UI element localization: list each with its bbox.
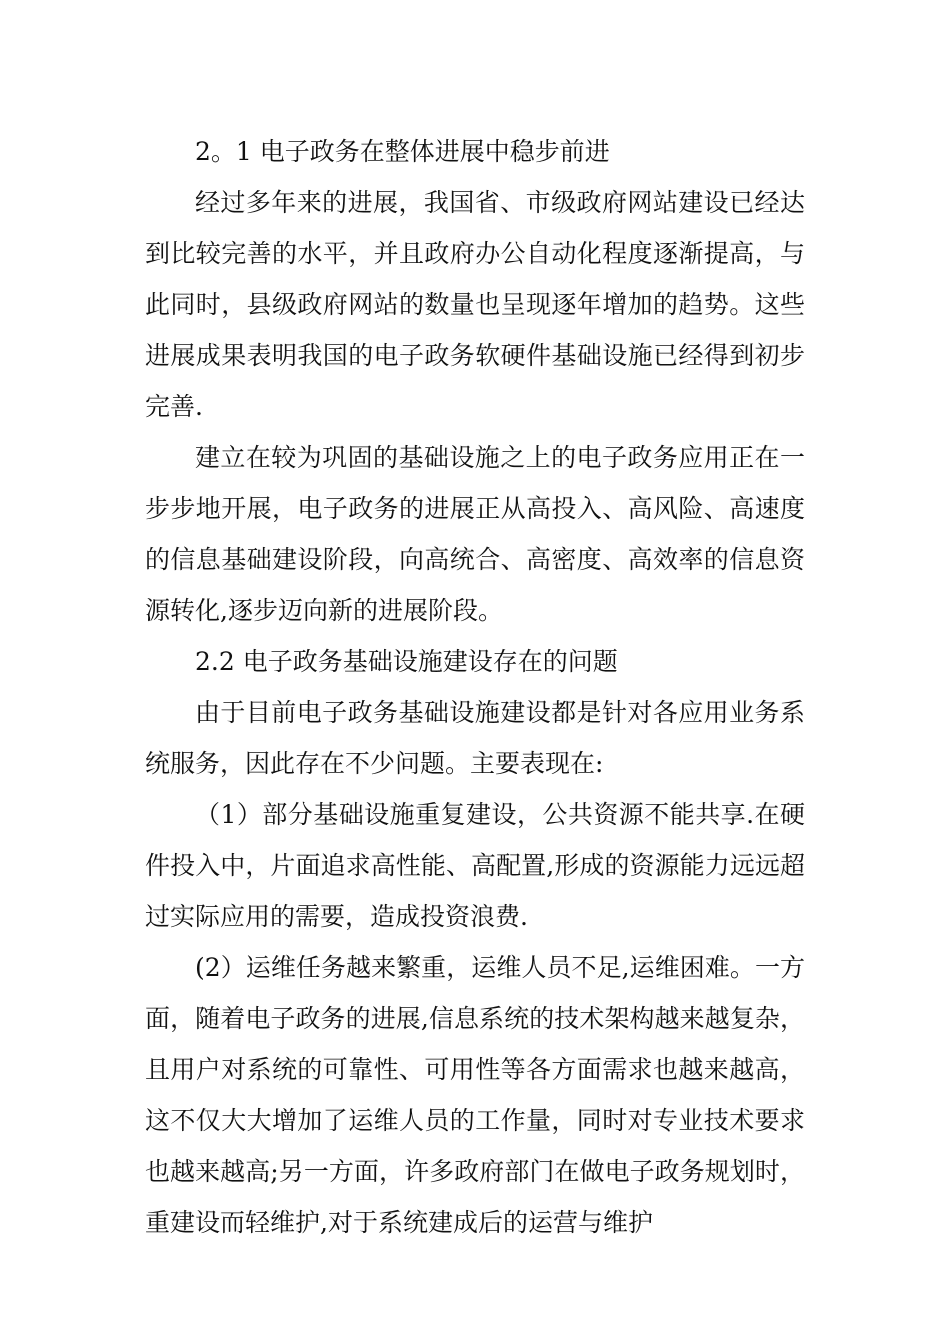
section-heading-2-2: 2.2 电子政务基础设施建设存在的问题 — [195, 647, 618, 676]
paragraph-problems-intro: 由于目前电子政务基础设施建设都是针对各应用业务系统服务，因此存在不少问题。主要表现在: — [145, 698, 805, 778]
paragraph-application: 建立在较为巩固的基础设施之上的电子政务应用正在一步步地开展，电子政务的进展正从高投入、高风险、高速度的信息基础建设阶段，向高统合、高密度、高效率的信息资源转化,逐步迈向新的进展阶段。 — [145, 443, 805, 625]
list-item-problem-1: （1）部分基础设施重复建设，公共资源不能共享.在硬件投入中，片面追求高性能、高配置,形成的资源能力远远超过实际应用的需要，造成投资浪费. — [145, 800, 805, 931]
list-item-problem-2: (2）运维任务越来繁重，运维人员不足,运维困难。一方面，随着电子政务的进展,信息系统的技术架构越来越复杂，且用户对系统的可靠性、可用性等各方面需求也越来越高，这不仅大大增加了运维人员的工作量，同时对专业技术要求也越来越高;另一方面，许多政府部门在做电子政务规划时，重建设而轻维护,对于系统建成后的运营与维护 — [145, 953, 805, 1237]
document-body — [145, 126, 805, 1248]
paragraph-progress: 经过多年来的进展，我国省、市级政府网站建设已经达到比较完善的水平，并且政府办公自动化程度逐渐提高，与此同时，县级政府网站的数量也呈现逐年增加的趋势。这些进展成果表明我国的电子政务软硬件基础设施已经得到初步完善. — [145, 188, 805, 421]
section-heading-2-1: 2。1 电子政务在整体进展中稳步前进 — [195, 137, 610, 166]
